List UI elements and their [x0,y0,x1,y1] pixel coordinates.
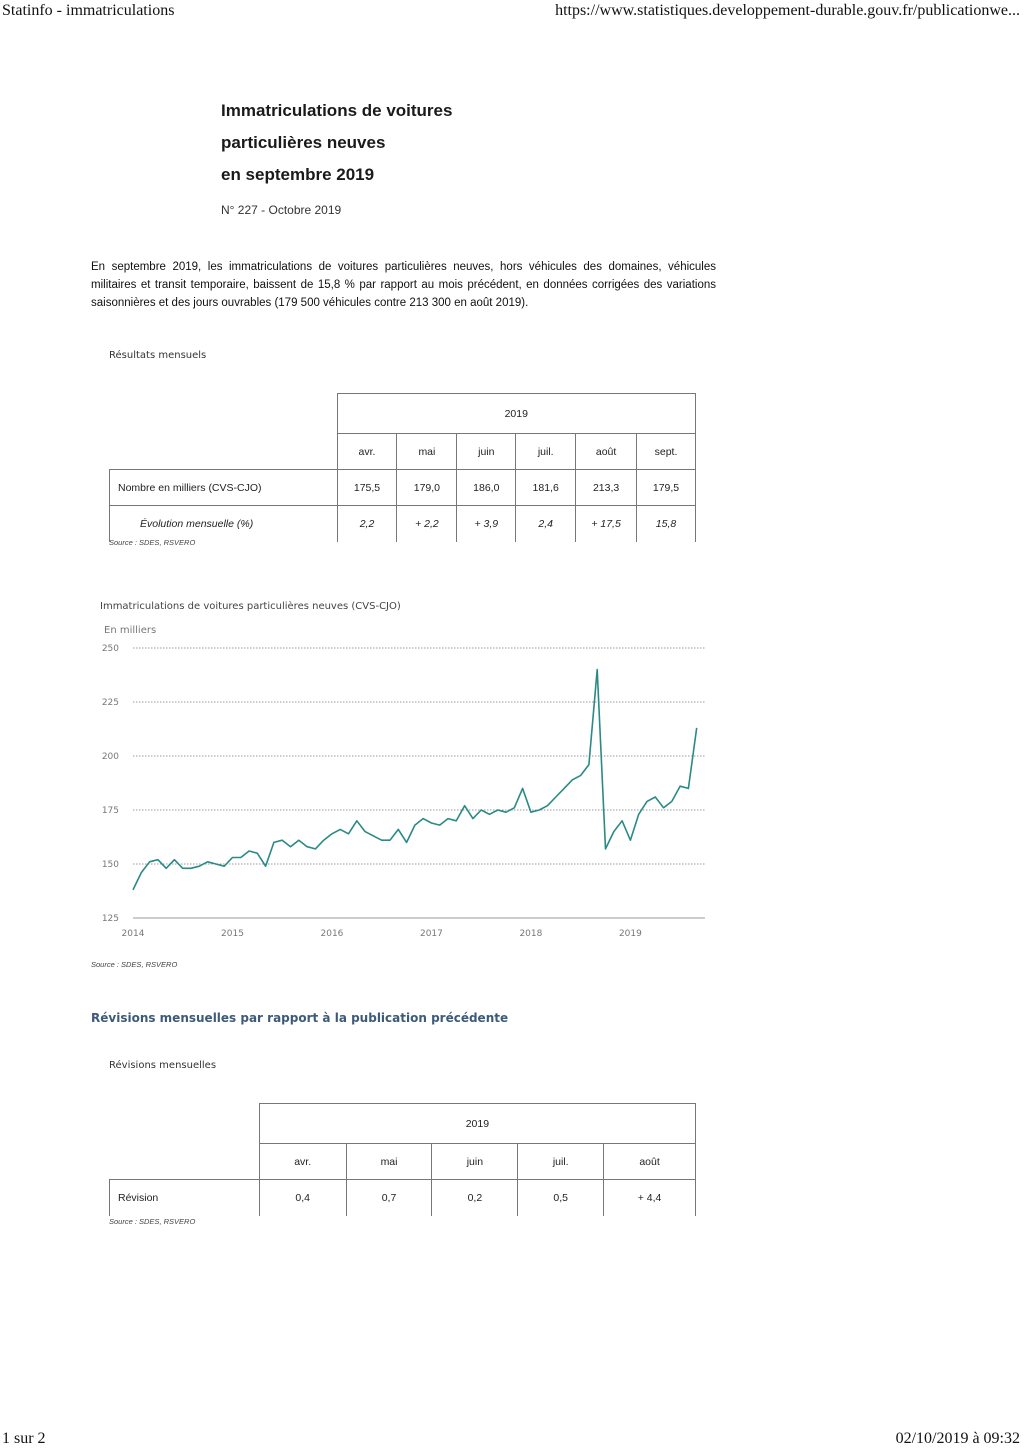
chart-source: Source : SDES, RSVERO [91,960,178,969]
table-cell: 2,4 [516,506,576,542]
x-tick-label: 2014 [121,929,145,939]
page-title-line3: en septembre 2019 [221,165,375,184]
table-cell: + 17,5 [576,506,637,542]
table1-year-header: 2019 [337,394,695,434]
x-tick-label: 2018 [519,929,543,939]
table-cell: 0,7 [346,1180,432,1216]
y-tick-label: 125 [101,914,119,924]
table2-caption: Révisions mensuelles [109,1060,217,1071]
y-tick-label: 250 [101,644,119,654]
table-cell: + 4,4 [604,1180,696,1216]
print-footer-page: 1 sur 2 [2,1430,46,1447]
y-tick-label: 200 [101,752,119,762]
table1-source: Source : SDES, RSVERO [109,538,196,547]
table1-month-header: juin [457,434,516,470]
table-cell: 181,6 [516,470,576,506]
table-cell: 179,0 [397,470,457,506]
print-footer-date: 02/10/2019 à 09:32 [895,1430,1020,1447]
table1-month-header: août [576,434,637,470]
table2-year-header: 2019 [259,1104,695,1144]
chart-unit: En milliers [104,625,157,636]
table-row [110,470,696,506]
page-title-line2: particulières neuves [221,133,386,152]
print-header-url: https://www.statistiques.developpement-durable.gouv.fr/publicationwe... [555,2,1020,19]
table-row [110,506,696,542]
table2-month-header: août [604,1144,696,1180]
table-cell: 0,4 [259,1180,346,1216]
revisions-section-title: Révisions mensuelles par rapport à la publication précédente [91,1011,509,1025]
table1-month-header: juil. [516,434,576,470]
table1-caption: Résultats mensuels [109,350,207,361]
table-cell: 179,5 [637,470,696,506]
table1-month-header: mai [397,434,457,470]
monthly-revisions-table [109,1103,696,1216]
table2-row-label: Révision [110,1180,260,1216]
issue-number: N° 227 - Octobre 2019 [221,203,342,217]
table-cell: + 3,9 [457,506,516,542]
table-row [110,1180,696,1216]
y-tick-label: 175 [101,806,119,816]
table1-row-label: Nombre en milliers (CVS-CJO) [110,470,338,506]
table-cell: + 2,2 [397,506,457,542]
registrations-line-chart [90,638,715,943]
page-title [221,95,452,191]
y-tick-label: 150 [101,860,119,870]
chart-title: Immatriculations de voitures particulières neuves (CVS-CJO) [100,601,401,612]
table1-row-label: Évolution mensuelle (%) [110,506,338,542]
table-cell: 0,5 [518,1180,604,1216]
series-line [133,670,697,890]
page-title-line1: Immatriculations de voitures [221,101,453,120]
intro-paragraph: En septembre 2019, les immatriculations de voitures particulières neuves, hors véhicules des domaines, véhicules militaires et transit temporaire, baissent de 15,8 % par rapport au mois précédent, en données corrigées des variations saisonnières et des jours ouvrables (179 500 véhicules contre 213 300 en août 2019). [91,261,716,309]
x-tick-label: 2015 [221,929,244,939]
table2-month-header: avr. [259,1144,346,1180]
table1-month-header: avr. [337,434,397,470]
table-cell: 186,0 [457,470,516,506]
table2-month-header: juil. [518,1144,604,1180]
table2-month-header: juin [432,1144,518,1180]
table2-month-header: mai [346,1144,432,1180]
table-cell: 175,5 [337,470,397,506]
table1-month-header: sept. [637,434,696,470]
monthly-results-table [109,393,696,542]
table-cell: 0,2 [432,1180,518,1216]
table-cell: 15,8 [637,506,696,542]
x-tick-label: 2017 [419,929,443,939]
x-tick-label: 2016 [320,929,344,939]
y-tick-label: 225 [101,698,119,708]
print-header-title: Statinfo - immatriculations [2,2,175,19]
x-tick-label: 2019 [618,929,642,939]
table-cell: 2,2 [337,506,397,542]
table2-source: Source : SDES, RSVERO [109,1217,196,1226]
table-cell: 213,3 [576,470,637,506]
